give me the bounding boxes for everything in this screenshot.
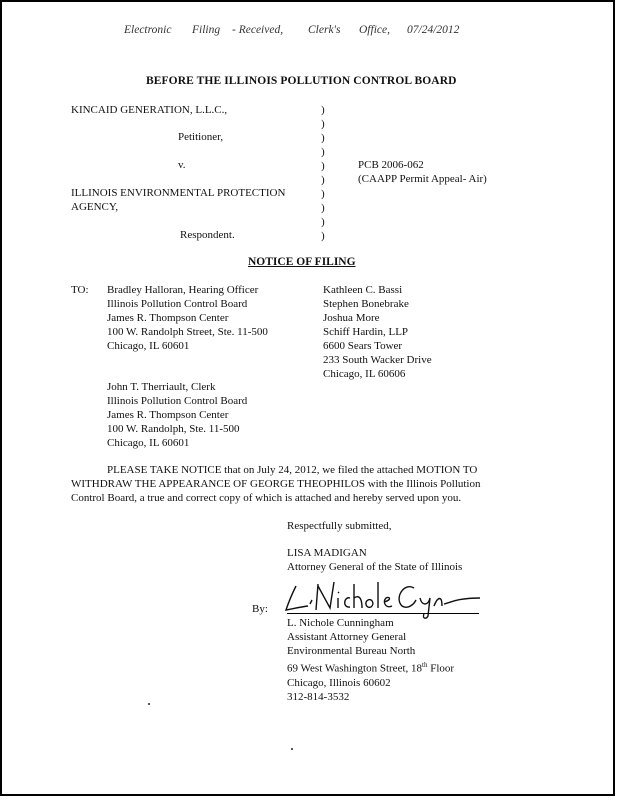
address-line: Schiff Hardin, LLP <box>323 326 409 338</box>
respondent-name-line2: AGENCY, <box>71 201 119 213</box>
address-line: 6600 Sears Tower <box>323 340 403 352</box>
address-line: Illinois Pollution Control Board <box>107 395 248 407</box>
address-line: Chicago, IL 60601 <box>107 437 190 449</box>
address-line: James R. Thompson Center <box>107 312 229 324</box>
address-line: Illinois Pollution Control Board <box>107 298 248 310</box>
signer-floor-suffix: th <box>422 661 428 669</box>
board-heading: BEFORE THE ILLINOIS POLLUTION CONTROL BOARD <box>146 75 457 87</box>
address-line: James R. Thompson Center <box>107 409 229 421</box>
address-line: Stephen Bonebrake <box>323 298 409 310</box>
address-line: John T. Therriault, Clerk <box>107 381 216 393</box>
address-line: Kathleen C. Bassi <box>323 284 403 296</box>
filing-stamp-filing: Filing <box>192 24 221 36</box>
petitioner-role: Petitioner, <box>178 131 224 143</box>
recipient-block-hearing-officer <box>107 283 268 353</box>
case-number: PCB 2006-062 <box>358 159 424 171</box>
case-type: (CAAPP Permit Appeal- Air) <box>358 173 487 185</box>
signer-phone: 312-814-3532 <box>287 690 350 703</box>
scan-speck <box>148 703 150 705</box>
notice-body-paragraph: PLEASE TAKE NOTICE that on July 24, 2012, we filed the attached MOTION TO WITHDRAW THE APPEARANCE OF GEORGE THEOPHILOS with the Illinois Pollution Control Board, a true and correct copy of which is attached and hereby served upon you. <box>71 464 481 504</box>
notice-title: NOTICE OF FILING <box>248 256 356 268</box>
signer-name: L. Nichole Cunningham <box>287 617 394 629</box>
signer-street-text: 69 West Washington Street, 18 <box>287 662 423 675</box>
address-line: Chicago, IL 60606 <box>323 368 406 380</box>
to-label: TO: <box>71 284 89 296</box>
address-line: 100 W. Randolph Street, Ste. 11-500 <box>107 326 268 338</box>
filing-stamp-office: Office, <box>359 24 390 36</box>
address-line: Bradley Halloran, Hearing Officer <box>107 284 259 296</box>
recipient-block-counsel <box>323 283 432 381</box>
address-line: Chicago, IL 60601 <box>107 340 190 352</box>
filing-stamp-received: - Received, <box>232 24 284 36</box>
filing-stamp-clerks: Clerk's <box>308 24 341 36</box>
address-line: Joshua More <box>323 312 380 324</box>
address-line: 233 South Wacker Drive <box>323 354 432 366</box>
signature-line <box>287 613 479 614</box>
versus-label: v. <box>178 159 186 171</box>
caption-paren-column: ) ) ) ) ) ) ) ) ) ) <box>321 104 325 242</box>
signer-title: Assistant Attorney General <box>287 631 407 643</box>
signer-block <box>287 616 454 704</box>
signer-street <box>287 658 454 676</box>
recipient-block-clerk <box>107 380 247 450</box>
respondent-role: Respondent. <box>180 229 235 241</box>
signer-floor-word: Floor <box>430 662 455 675</box>
petitioner-name: KINCAID GENERATION, L.L.C., <box>71 104 228 116</box>
attorney-general-title: Attorney General of the State of Illinois <box>287 561 463 573</box>
address-line: 100 W. Randolph, Ste. 11-500 <box>107 423 240 435</box>
filing-stamp-date: 07/24/2012 <box>407 24 460 36</box>
signer-bureau: Environmental Bureau North <box>287 645 416 657</box>
scan-speck <box>291 748 293 750</box>
closing-line: Respectfully submitted, <box>287 520 392 532</box>
attorney-general-name: LISA MADIGAN <box>287 547 367 559</box>
signer-city: Chicago, Illinois 60602 <box>287 676 391 689</box>
respondent-name-line1: ILLINOIS ENVIRONMENTAL PROTECTION <box>71 187 286 199</box>
filing-stamp-electronic: Electronic <box>124 24 172 36</box>
by-label: By: <box>252 603 268 615</box>
